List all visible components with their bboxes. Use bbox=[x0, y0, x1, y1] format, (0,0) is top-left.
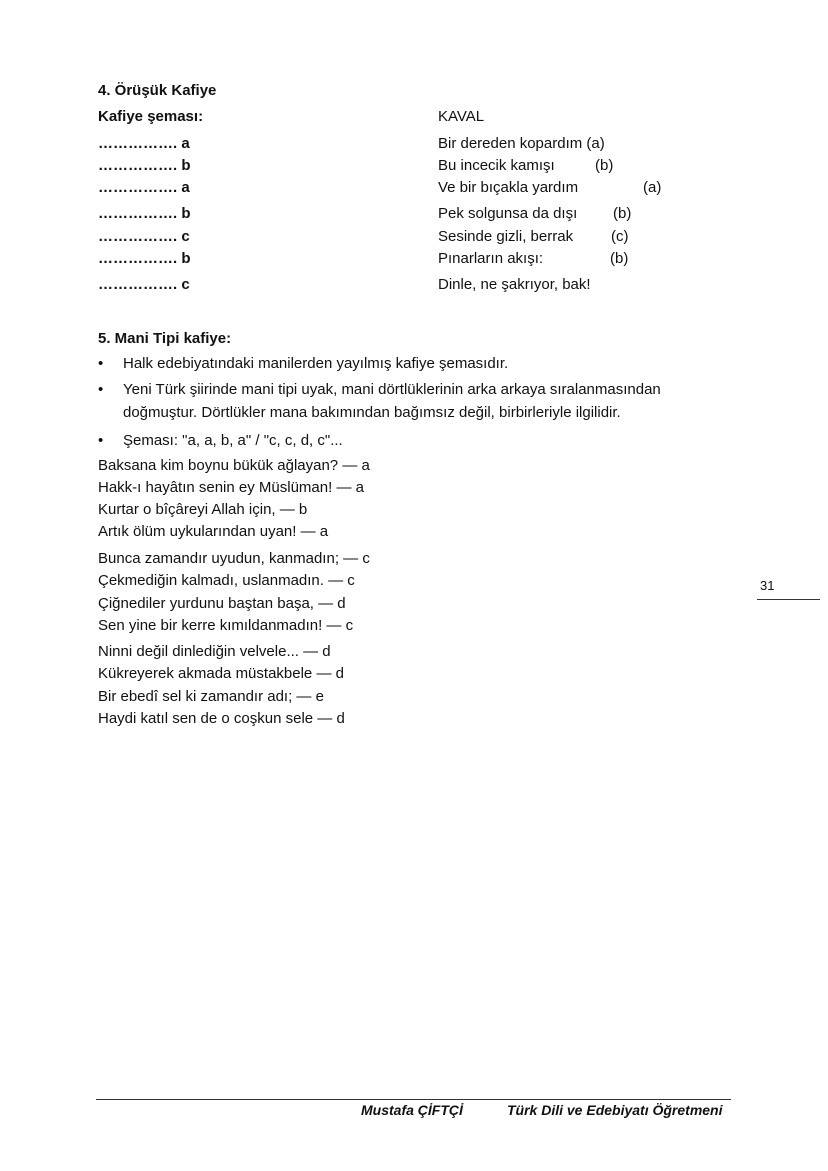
scheme-line: ……………. c bbox=[98, 228, 190, 245]
poem-line: Baksana kim boynu bükük ağlayan? — a bbox=[98, 457, 370, 474]
poem-line: Bir dereden kopardım (a) bbox=[438, 135, 605, 152]
bullet-icon: • bbox=[98, 432, 104, 449]
scheme-line: ……………. a bbox=[98, 135, 190, 152]
bullet-icon: • bbox=[98, 355, 104, 372]
scheme-line: ……………. b bbox=[98, 205, 191, 222]
footer-rule bbox=[96, 1099, 731, 1100]
footer-role: Türk Dili ve Edebiyatı Öğretmeni bbox=[507, 1102, 723, 1118]
poem-line: Kurtar o bîçâreyi Allah için, — b bbox=[98, 501, 308, 518]
poem-line: Sen yine bir kerre kımıldanmadın! — c bbox=[98, 617, 354, 634]
scheme-line: ……………. b bbox=[98, 250, 191, 267]
page-number-rule bbox=[757, 599, 820, 600]
poem-line: Sesinde gizli, berrak (c) bbox=[438, 228, 629, 245]
poem-line: Ve bir bıçakla yardım (a) bbox=[438, 179, 662, 196]
poem-line: Hakk-ı hayâtın senin ey Müslüman! — a bbox=[98, 479, 364, 496]
poem-line: Ninni değil dinlediğin velvele... — d bbox=[98, 643, 331, 660]
bullet-item: • Halk edebiyatındaki manilerden yayılmış kafiye şemasıdır. bbox=[98, 355, 509, 372]
poem-line: Artık ölüm uykularından uyan! — a bbox=[98, 523, 329, 540]
scheme-label: Kafiye şeması: bbox=[98, 108, 204, 125]
poem-line: Haydi katıl sen de o coşkun sele — d bbox=[98, 710, 345, 727]
poem-line: Bir ebedî sel ki zamandır adı; — e bbox=[98, 688, 324, 705]
scheme-line: ……………. a bbox=[98, 179, 190, 196]
bullet-icon: • bbox=[98, 381, 104, 398]
bullet-continuation: doğmuştur. Dörtlükler mana bakımından bağımsız değil, birbirleriyle ilgilidir. bbox=[123, 404, 621, 421]
poem-title: KAVAL bbox=[438, 108, 485, 125]
footer-author: Mustafa ÇİFTÇİ bbox=[361, 1102, 463, 1118]
poem-line: Dinle, ne şakrıyor, bak! bbox=[438, 276, 591, 293]
scheme-line: ……………. c bbox=[98, 276, 190, 293]
poem-line: Çiğnediler yurdunu baştan başa, — d bbox=[98, 595, 346, 612]
scheme-line: ……………. b bbox=[98, 157, 191, 174]
poem-line: Pek solgunsa da dışı (b) bbox=[438, 205, 632, 222]
bullet-item: • Yeni Türk şiirinde mani tipi uyak, mani dörtlüklerinin arka arkaya sıralanmasından bbox=[98, 381, 661, 398]
bullet-item: • Şeması: "a, a, b, a" / "c, c, d, c"... bbox=[98, 432, 343, 449]
poem-line: Çekmediğin kalmadı, uslanmadın. — c bbox=[98, 572, 355, 589]
poem-line: Bunca zamandır uyudun, kanmadın; — c bbox=[98, 550, 370, 567]
section5-title: 5. Mani Tipi kafiye: bbox=[98, 330, 232, 347]
poem-line: Kükreyerek akmada müstakbele — d bbox=[98, 665, 344, 682]
page-number: 31 bbox=[760, 578, 775, 593]
poem-line: Pınarların akışı: (b) bbox=[438, 250, 629, 267]
section4-title: 4. Örüşük Kafiye bbox=[98, 82, 217, 99]
poem-line: Bu incecik kamışı (b) bbox=[438, 157, 614, 174]
